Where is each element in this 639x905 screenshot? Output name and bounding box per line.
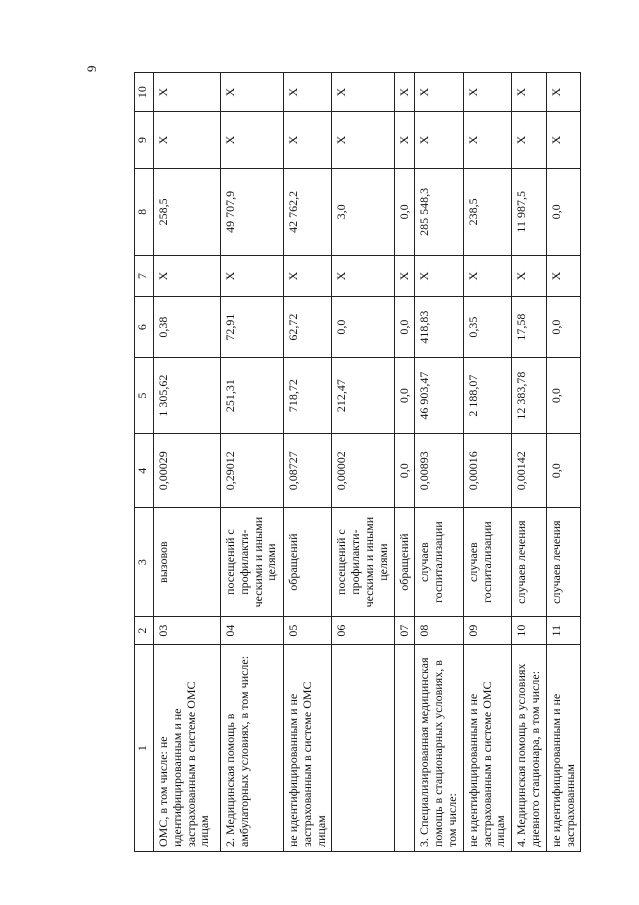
value-cell: 12 383,78 bbox=[512, 358, 547, 434]
value-cell: 718,72 bbox=[284, 358, 332, 434]
value-cell: X bbox=[394, 73, 415, 112]
row-label: не идентифицированным и не застрахованным bbox=[546, 645, 581, 852]
table-row bbox=[284, 73, 332, 852]
header-cell: 4 bbox=[135, 434, 154, 508]
row-label: 2. Медицинская помощь в амбулаторных условиях, в том числе: bbox=[221, 645, 284, 852]
value-cell: X bbox=[284, 112, 332, 169]
value-cell: X bbox=[415, 73, 463, 112]
value-cell: 11 987,5 bbox=[512, 168, 547, 255]
value-cell: 49 707,9 bbox=[221, 168, 284, 255]
value-cell: X bbox=[284, 255, 332, 296]
value-cell: 0,0 bbox=[546, 358, 581, 434]
row-label: не идентифицированным и не застрахованным в системе ОМС лицам bbox=[284, 645, 332, 852]
value-cell: 285 548,3 bbox=[415, 168, 463, 255]
value-cell: X bbox=[512, 73, 547, 112]
value-cell: 0,0 bbox=[394, 297, 415, 358]
header-cell: 5 bbox=[135, 358, 154, 434]
unit-cell: посещений с профилакти-ческими и иными целями bbox=[221, 508, 284, 617]
header-cell: 7 bbox=[135, 255, 154, 296]
value-cell: X bbox=[221, 112, 284, 169]
value-cell: 0,38 bbox=[154, 297, 221, 358]
unit-cell: случаев госпитализации bbox=[463, 508, 511, 617]
value-cell: 0,0 bbox=[394, 434, 415, 508]
value-cell: X bbox=[546, 112, 581, 169]
row-code: 06 bbox=[332, 617, 394, 645]
value-cell: X bbox=[463, 112, 511, 169]
value-cell: 2 188,07 bbox=[463, 358, 511, 434]
value-cell: X bbox=[154, 112, 221, 169]
value-cell: 17,58 bbox=[512, 297, 547, 358]
value-cell: X bbox=[415, 112, 463, 169]
value-cell: X bbox=[394, 112, 415, 169]
unit-cell: обращений bbox=[284, 508, 332, 617]
unit-cell: обращений bbox=[394, 508, 415, 617]
value-cell: X bbox=[284, 73, 332, 112]
value-cell: 0,00142 bbox=[512, 434, 547, 508]
value-cell: 0,00029 bbox=[154, 434, 221, 508]
value-cell: 0,0 bbox=[394, 168, 415, 255]
row-code: 07 bbox=[394, 617, 415, 645]
value-cell: X bbox=[463, 73, 511, 112]
value-cell: 251,31 bbox=[221, 358, 284, 434]
value-cell: X bbox=[332, 73, 394, 112]
value-cell: 42 762,2 bbox=[284, 168, 332, 255]
value-cell: X bbox=[154, 255, 221, 296]
value-cell: X bbox=[546, 255, 581, 296]
value-cell: 0,0 bbox=[332, 297, 394, 358]
value-cell: 0,0 bbox=[546, 297, 581, 358]
row-code: 08 bbox=[415, 617, 463, 645]
table-row bbox=[512, 73, 547, 852]
value-cell: X bbox=[394, 255, 415, 296]
row-code: 11 bbox=[546, 617, 581, 645]
row-code: 10 bbox=[512, 617, 547, 645]
unit-cell: случаев лечения bbox=[512, 508, 547, 617]
value-cell: X bbox=[332, 112, 394, 169]
value-cell: X bbox=[546, 73, 581, 112]
table-row bbox=[221, 73, 284, 852]
value-cell: 0,00893 bbox=[415, 434, 463, 508]
value-cell: 0,00016 bbox=[463, 434, 511, 508]
value-cell: 418,83 bbox=[415, 297, 463, 358]
table-row bbox=[463, 73, 511, 852]
value-cell: 46 903,47 bbox=[415, 358, 463, 434]
table-row bbox=[415, 73, 463, 852]
value-cell: X bbox=[154, 73, 221, 112]
value-cell: 1 305,62 bbox=[154, 358, 221, 434]
header-cell: 6 bbox=[135, 297, 154, 358]
table-row bbox=[332, 73, 394, 852]
row-label: 4. Медицинская помощь в условиях дневного стационара, в том числе: bbox=[512, 645, 547, 852]
row-label: не идентифицированным и не застрахованным в системе ОМС лицам bbox=[463, 645, 511, 852]
unit-cell: случаев госпитализации bbox=[415, 508, 463, 617]
row-code: 04 bbox=[221, 617, 284, 645]
rotated-table-container bbox=[134, 72, 581, 852]
value-cell: 0,0 bbox=[546, 168, 581, 255]
header-cell: 9 bbox=[135, 112, 154, 169]
row-code: 05 bbox=[284, 617, 332, 645]
table-row bbox=[546, 73, 581, 852]
table-row bbox=[394, 73, 415, 852]
page-number: 9 bbox=[84, 65, 99, 72]
header-cell: 10 bbox=[135, 73, 154, 112]
value-cell: 238,5 bbox=[463, 168, 511, 255]
value-cell: 0,08727 bbox=[284, 434, 332, 508]
unit-cell: вызовов bbox=[154, 508, 221, 617]
row-label bbox=[332, 645, 394, 852]
row-label bbox=[394, 645, 415, 852]
value-cell: 3,0 bbox=[332, 168, 394, 255]
row-code: 03 bbox=[154, 617, 221, 645]
value-cell: X bbox=[512, 255, 547, 296]
value-cell: 212,47 bbox=[332, 358, 394, 434]
row-code: 09 bbox=[463, 617, 511, 645]
unit-cell: случаев лечения bbox=[546, 508, 581, 617]
header-cell: 8 bbox=[135, 168, 154, 255]
header-cell: 3 bbox=[135, 508, 154, 617]
value-cell: 0,0 bbox=[394, 358, 415, 434]
value-cell: 258,5 bbox=[154, 168, 221, 255]
row-label: ОМС, в том числе: не идентифицированным и не застрахованным в системе ОМС лицам bbox=[154, 645, 221, 852]
value-cell: X bbox=[463, 255, 511, 296]
cost-table bbox=[134, 72, 581, 852]
value-cell: 0,00002 bbox=[332, 434, 394, 508]
value-cell: X bbox=[512, 112, 547, 169]
row-label: 3. Специализированная медицинская помощь в стационарных условиях, в том числе: bbox=[415, 645, 463, 852]
header-cell: 1 bbox=[135, 645, 154, 852]
value-cell: X bbox=[221, 73, 284, 112]
value-cell: X bbox=[415, 255, 463, 296]
value-cell: 0,35 bbox=[463, 297, 511, 358]
value-cell: 0,0 bbox=[546, 434, 581, 508]
value-cell: X bbox=[221, 255, 284, 296]
header-cell: 2 bbox=[135, 617, 154, 645]
unit-cell: посещений с профилакти-ческими и иными целями bbox=[332, 508, 394, 617]
header-row bbox=[135, 73, 154, 852]
table-body bbox=[154, 73, 581, 852]
table-row bbox=[154, 73, 221, 852]
value-cell: 62,72 bbox=[284, 297, 332, 358]
value-cell: 72,91 bbox=[221, 297, 284, 358]
value-cell: 0,29012 bbox=[221, 434, 284, 508]
value-cell: X bbox=[332, 255, 394, 296]
